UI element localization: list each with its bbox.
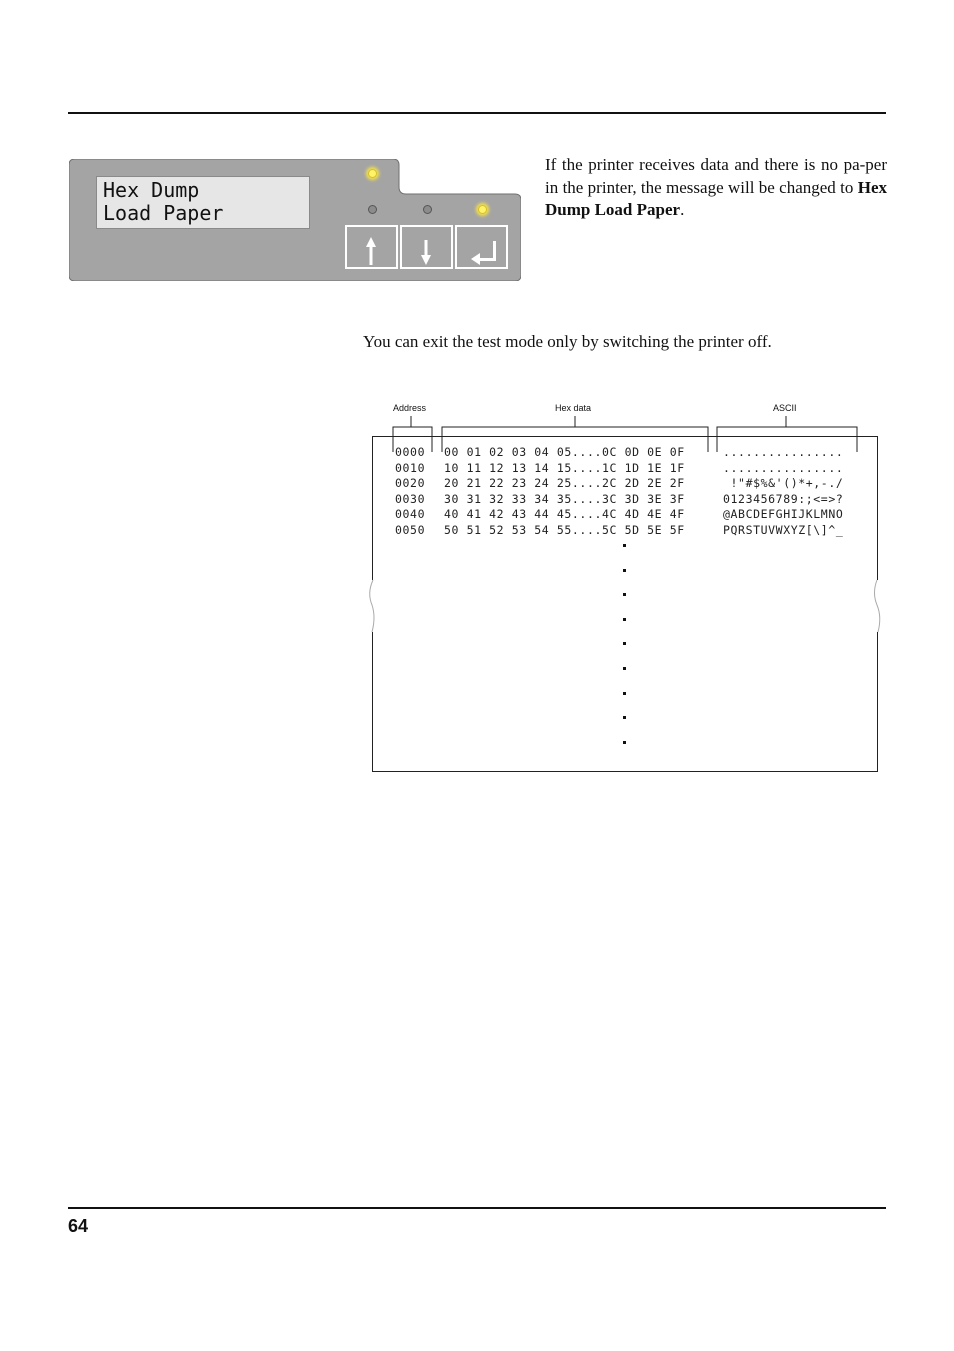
dump-row-ascii: 0123456789:;<=>?	[723, 491, 844, 506]
control-panel	[69, 159, 521, 281]
hex-dump-figure	[360, 395, 890, 785]
led-top	[368, 169, 377, 178]
exit-note: You can exit the test mode only by switching the printer off.	[363, 332, 772, 351]
dump-row-ascii: ................	[723, 460, 844, 475]
dump-row-hex: 00 01 02 03 04 05....0C 0D 0E 0F	[444, 445, 685, 459]
dump-row-hex: 50 51 52 53 54 55....5C 5D 5E 5F	[444, 522, 685, 537]
continuation-dot	[623, 544, 626, 547]
led-left	[368, 205, 377, 214]
description-paragraph	[545, 154, 887, 222]
description-text: If the printer receives data and there is no pa-per in the printer, the message will be changed to	[545, 155, 887, 197]
dump-row-ascii: PQRSTUVWXYZ[\]^_	[723, 522, 844, 537]
hex-data-label: Hex data	[555, 403, 592, 413]
header-rule	[68, 112, 886, 114]
up-arrow-icon	[347, 227, 396, 267]
dump-row-address: 0050	[395, 522, 426, 537]
lcd-line-2: Load Paper	[103, 201, 224, 225]
footer-rule	[68, 1207, 886, 1209]
continuation-dot	[623, 741, 626, 744]
led-right	[478, 205, 487, 214]
address-label: Address	[393, 403, 427, 413]
dump-row-address: 0010	[395, 460, 426, 475]
lcd-display	[96, 176, 310, 229]
continuation-dot	[623, 569, 626, 572]
description-bold-message: Hex Dump Load Paper	[545, 177, 887, 219]
description-end: .	[680, 200, 685, 219]
continuation-dot	[623, 593, 626, 596]
continuation-dot	[623, 692, 626, 695]
continuation-dot	[623, 716, 626, 719]
lcd-line-1: Hex Dump	[103, 178, 200, 202]
dump-row-ascii: ................	[723, 445, 844, 459]
dump-row-address: 0020	[395, 476, 426, 490]
enter-key[interactable]	[455, 225, 508, 269]
enter-icon	[457, 227, 506, 267]
ascii-label: ASCII	[773, 403, 797, 413]
continuation-dot	[623, 618, 626, 621]
dump-row-ascii: !"#$%&'()*+,-./	[723, 476, 844, 490]
up-key[interactable]	[345, 225, 398, 269]
dump-row-hex: 30 31 32 33 34 35....3C 3D 3E 3F	[444, 491, 685, 506]
page-number: 64	[68, 1216, 89, 1236]
continuation-dot	[623, 642, 626, 645]
dump-row-address: 0030	[395, 491, 426, 506]
dump-row-address: 0000	[395, 445, 426, 459]
dump-row-ascii: @ABCDEFGHIJKLMNO	[723, 507, 844, 521]
dump-row-hex: 40 41 42 43 44 45....4C 4D 4E 4F	[444, 507, 685, 521]
continuation-dot	[623, 667, 626, 670]
dump-row-hex: 10 11 12 13 14 15....1C 1D 1E 1F	[444, 460, 685, 475]
down-arrow-icon	[402, 227, 451, 267]
down-key[interactable]	[400, 225, 453, 269]
led-middle	[423, 205, 432, 214]
dump-row-hex: 20 21 22 23 24 25....2C 2D 2E 2F	[444, 476, 685, 490]
dump-row-address: 0040	[395, 507, 426, 521]
